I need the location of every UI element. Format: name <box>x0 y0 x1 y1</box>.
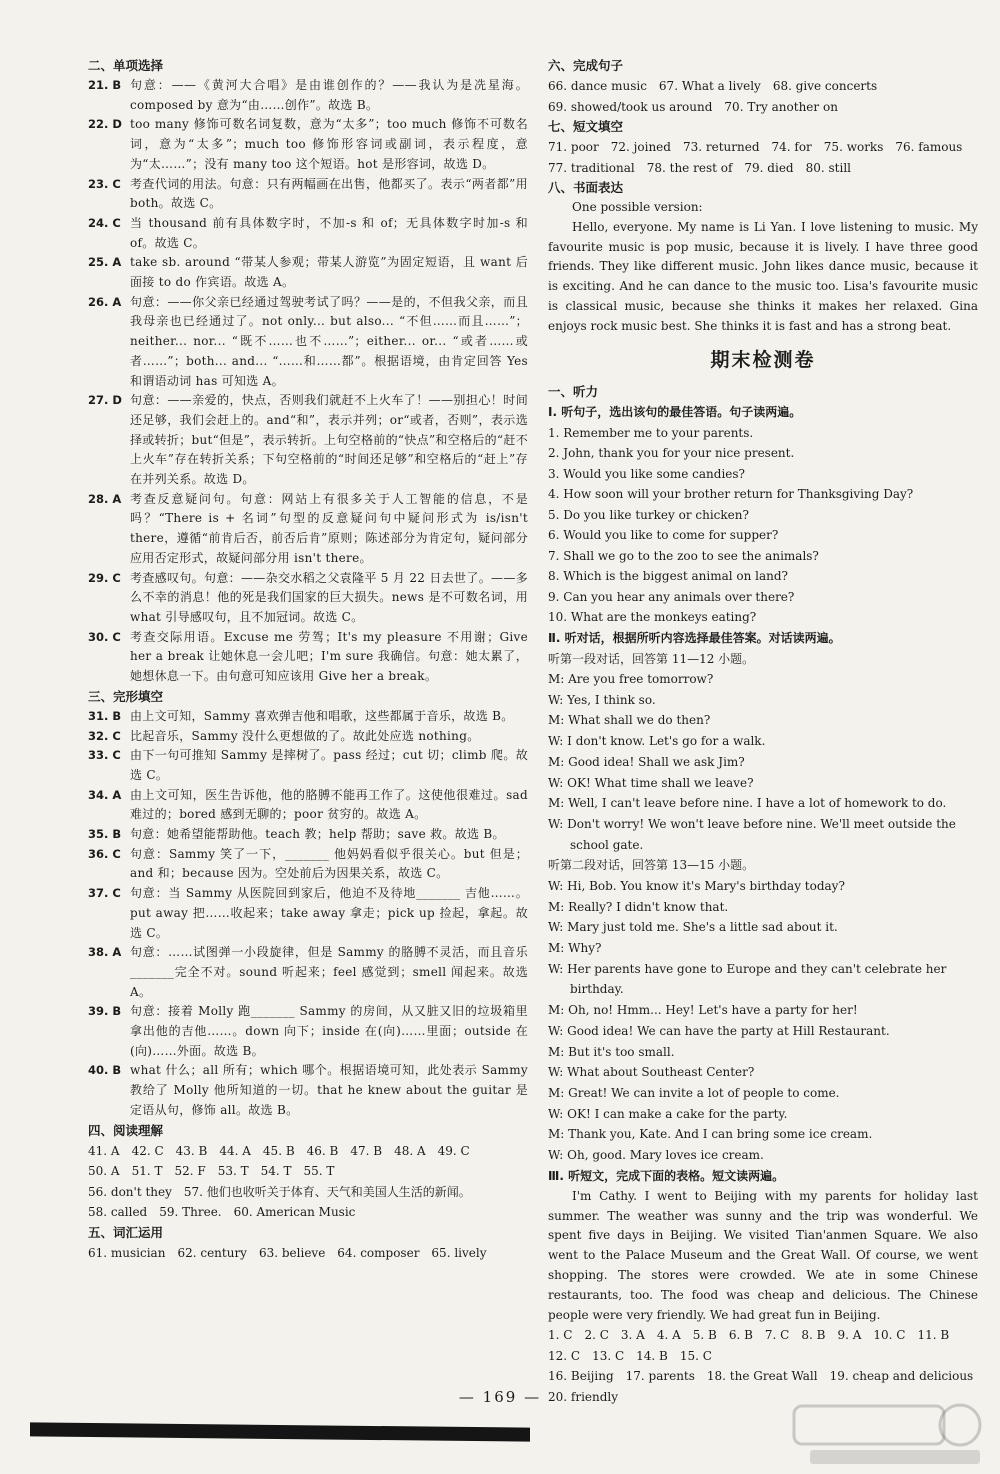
dialogue-line: M: What shall we do then? <box>548 713 711 728</box>
dialogue-line: M: Well, I can't leave before nine. I have a lot of homework to do. <box>548 796 947 811</box>
answer-number: 36. C <box>88 846 121 861</box>
left-column <box>88 56 528 1263</box>
dialogue-line: W: Don't worry! We won't leave before nine. We'll meet outside the school gate. <box>548 817 956 852</box>
answer-explanation: 比起音乐，Sammy 没什么更想做的了。故此处应选 nothing。 <box>130 728 480 743</box>
answer-explanation: 当 thousand 前有具体数字时，不加-s 和 of；无具体数字时加-s 和 of。故选 C。 <box>130 215 528 250</box>
answer-line: 8. Which is the biggest animal on land? <box>548 569 788 584</box>
dialogue-line: M: Oh, no! Hmm... Hey! Let's have a party for her! <box>548 1003 858 1018</box>
dialogue-line: W: What about Southeast Center? <box>548 1065 755 1080</box>
answer-line: 10. What are the monkeys eating? <box>548 610 757 625</box>
answer-explanation: 句意：——亲爱的，快点，否则我们就赶不上火车了！——别担心！时间还足够，我们会赶上的。and“和”，表示并列；or“或者，否则”，表示选择或转折；but“但是”，表示转折。上句空格前的“快点”和空格后的“赶不上火车”存在转折关系；下句空格前的“时间还足够”和空格后的“赶上”存在并列关系。故选 D。 <box>130 393 528 487</box>
answer-explanation: 句意：……试图弹一小段旋律，但是 Sammy 的胳膊不灵活，而且音乐_______完全不对。sound 听起来；feel 感觉到；smell 闻起来。故选 A。 <box>130 945 528 999</box>
dialogue-line: W: I don't know. Let's go for a walk. <box>548 734 766 749</box>
answer-line: 2. John, thank you for your nice present. <box>548 446 795 461</box>
exam-title: 期末检测卷 <box>710 348 816 371</box>
answer-explanation: 句意：——你父亲已经通过驾驶考试了吗？——是的，不但我父亲，而且我母亲也已经通过了。not only... but also... “不但……而且……”；neither... nor... “既不……也不……”；either... or... “或者……或者……”；both... and... “……和……都”。根据语境，由肯定回答 Yes 和谓语动词 has 可知选 A。 <box>130 294 528 388</box>
answer-number: 37. C <box>88 886 121 901</box>
answer-explanation: 句意：她希望能帮助他。teach 教；help 帮助；save 救。故选 B。 <box>130 827 505 842</box>
answer-number: 27. D <box>88 393 122 408</box>
answer-number: 25. A <box>88 255 122 270</box>
answer-entry <box>88 214 528 253</box>
section-heading: 二、单项选择 <box>88 58 164 73</box>
answer-line: 66. dance music 67. What a lively 68. give concerts <box>548 79 878 93</box>
answer-explanation: 考查交际用语。Excuse me 劳驾；It's my pleasure 不用谢；Give her a break 让她休息一会儿吧；I'm sure 我确信。句意：她太累了，她想休息一下。由句意可知应该用 Give her a break。 <box>130 629 528 684</box>
subsection-heading: Ⅱ. 听对话，根据所听内容选择最佳答案。对话读两遍。 <box>548 630 841 645</box>
dialogue-line: W: Yes, I think so. <box>548 692 656 707</box>
right-column <box>548 56 978 1407</box>
answer-entry <box>88 391 528 490</box>
answer-line: 50. A 51. T 52. F 53. T 54. T 55. T <box>88 1164 335 1179</box>
answer-line: 41. A 42. C 43. B 44. A 45. B 46. B 47. B 48. A 49. C <box>88 1143 470 1158</box>
answer-number: 30. C <box>88 629 121 644</box>
scan-edge-bar <box>30 1422 530 1441</box>
answer-entry <box>88 628 528 687</box>
answer-entry <box>88 1002 528 1061</box>
answer-entry <box>88 845 528 884</box>
answer-explanation: 句意：接着 Molly 跑_______ Sammy 的房间，从又脏又旧的垃圾箱里拿出他的吉他……。down 向下；inside 在(向)……里面；outside 在(向)……外面。故选 B。 <box>130 1004 528 1058</box>
dialogue-line: W: Mary just told me. She's a little sad about it. <box>548 920 838 935</box>
dialogue-line: M: But it's too small. <box>548 1044 675 1059</box>
answer-line: 9. Can you hear any animals over there? <box>548 589 795 604</box>
answer-number: 23. C <box>88 176 121 191</box>
section-heading: 六、完成句子 <box>548 58 624 73</box>
watermark-logo <box>790 1400 990 1470</box>
answer-line: 听第二段对话，回答第 13—15 小题。 <box>548 858 755 873</box>
answer-line: 58. called 59. Three. 60. American Music <box>88 1205 356 1220</box>
paragraph: Hello, everyone. My name is Li Yan. I love listening to music. My favourite music is pop music, because it is lively. I have three good friends. They like different music. John likes dance music, because it is exciting. And he can dance to the music too. Lisa's favourite music is classical music, because she thinks it makes her relaxed. Gina enjoys rock music best. She thinks it is fast and has a strong beat. <box>548 219 978 333</box>
answer-line: 71. poor 72. joined 73. returned 74. for 75. works 76. famous <box>548 140 963 154</box>
answer-line: 3. Would you like some candies? <box>548 466 745 481</box>
answer-line: 56. don't they 57. 他们也收听关于体育、天气和美国人生活的新闻。 <box>88 1184 471 1199</box>
dialogue-line: W: OK! I can make a cake for the party. <box>548 1106 788 1121</box>
answer-line: 69. showed/took us around 70. Try another on <box>548 99 838 114</box>
answer-number: 32. C <box>88 728 121 743</box>
answer-explanation: what 什么；all 所有；which 哪个。根据语境可知，此处表示 Sammy 教给了 Molly 他所知道的一切。that he knew about the guitar 是定语从句，修饰 all。故选 B。 <box>130 1063 528 1117</box>
answer-entry <box>88 175 528 214</box>
watermark-logo-icon <box>790 1400 990 1470</box>
answer-entry <box>88 746 528 785</box>
answer-line: 听第一段对话，回答第 11—12 小题。 <box>548 651 755 666</box>
answer-entry <box>88 293 528 392</box>
page-number: — 169 — <box>458 1388 542 1406</box>
answer-explanation: 考查感叹句。句意：——杂交水稻之父袁隆平 5 月 22 日去世了。——多么不幸的消息！他的死是我们国家的巨大损失。news 是不可数名词，用 what 引导感叹句，且不加冠词。故选 C。 <box>130 570 528 624</box>
section-heading: 四、阅读理解 <box>88 1122 164 1138</box>
answer-entry <box>88 115 528 174</box>
answer-line: 7. Shall we go to the zoo to see the animals? <box>548 548 819 563</box>
answer-explanation: too many 修饰可数名词复数，意为“太多”；too much 修饰不可数名词，意为“太多”；much too 修饰形容词或副词，表示程度，意为“太……”；没有 many too 这个短语。hot 是形容词，故选 D。 <box>130 117 528 171</box>
answer-number: 38. A <box>88 945 122 960</box>
dialogue-line: M: Great! We can invite a lot of people to come. <box>548 1085 840 1100</box>
dialogue-line: W: Hi, Bob. You know it's Mary's birthday today? <box>548 878 845 893</box>
section-heading: 五、词汇运用 <box>88 1224 164 1240</box>
answer-line: 16. Beijing 17. parents 18. the Great Wall 19. cheap and delicious <box>548 1369 974 1384</box>
answer-line: 77. traditional 78. the rest of 79. died 80. still <box>548 160 851 175</box>
dialogue-line: M: Good idea! Shall we ask Jim? <box>548 754 745 769</box>
answer-number: 39. B <box>88 1004 122 1019</box>
paragraph: One possible version: <box>572 200 703 214</box>
answer-number: 24. C <box>88 215 121 230</box>
answer-entry <box>88 490 528 569</box>
answer-line: 5. Do you like turkey or chicken? <box>548 507 749 522</box>
answer-number: 31. B <box>88 708 122 723</box>
section-heading: 八、书面表达 <box>548 180 624 195</box>
answer-explanation: 句意：——《黄河大合唱》是由谁创作的？——我认为是冼星海。composed by 意为“由……创作”。故选 B。 <box>130 78 528 112</box>
answer-explanation: 句意：Sammy 笑了一下，_______ 他妈妈看似乎很关心。but 但是；and 和；because 因为。空处前后为因果关系，故选 C。 <box>130 846 528 881</box>
answer-entry <box>88 884 528 943</box>
answer-number: 40. B <box>88 1063 122 1078</box>
paragraph: I'm Cathy. I went to Beijing with my parents for holiday last summer. The weather was sunny and the trip was wonderful. We spent five days in Beijing. We visited Tian'anmen Square. We also went to the Palace Museum and the Great Wall. Of course, we went shopping. The stores were crowded. We ate in some Chinese restaurants, too. The food was cheap and delicious. The Chinese people were very friendly. We had great fun in Beijing. <box>548 1188 978 1322</box>
answer-number: 35. B <box>88 827 122 842</box>
answer-number: 21. B <box>88 78 122 92</box>
answer-line: 61. musician 62. century 63. believe 64. composer 65. lively <box>88 1245 487 1260</box>
answer-entry <box>88 569 528 628</box>
answer-explanation: 考查反意疑问句。句意：网站上有很多关于人工智能的信息，不是吗？“There is + 名词”句型的反意疑问句中疑问形式为 is/isn't there，遵循“前肯后否，前否后肯”原则；陈述部分为肯定句，疑问部分应用否定形式，故疑问部分用 isn't there。 <box>130 491 528 565</box>
answer-entry <box>88 786 528 825</box>
dialogue-line: W: OK! What time shall we leave? <box>548 775 754 790</box>
answer-entry <box>88 707 528 727</box>
answer-number: 22. D <box>88 117 122 132</box>
dialogue-line: M: Are you free tomorrow? <box>548 672 714 687</box>
answer-explanation: 句意：当 Sammy 从医院回到家后，他迫不及待地_______ 吉他……。put away 把……收起来；take away 拿走；pick up 捡起，拿起。故选 C。 <box>130 886 528 940</box>
section-heading: 一、听力 <box>548 383 599 399</box>
dialogue-line: W: Her parents have gone to Europe and they can't celebrate her birthday. <box>548 961 947 997</box>
answer-line: 6. Would you like to come for supper? <box>548 528 779 543</box>
answer-entry <box>88 253 528 292</box>
subsection-heading: Ⅲ. 听短文，完成下面的表格。短文读两遍。 <box>548 1168 785 1183</box>
dialogue-line: M: Really? I didn't know that. <box>548 899 729 914</box>
dialogue-line: W: Good idea! We can have the party at Hill Restaurant. <box>548 1023 890 1038</box>
answer-entry <box>88 825 528 845</box>
answer-line: 1. C 2. C 3. A 4. A 5. B 6. B 7. C 8. B 9. A 10. C 11. B <box>548 1328 950 1343</box>
subsection-heading: Ⅰ. 听句子，选出该句的最佳答语。句子读两遍。 <box>548 404 802 419</box>
answer-number: 28. A <box>88 491 122 506</box>
answer-number: 29. C <box>88 570 121 585</box>
answer-number: 33. C <box>88 748 121 763</box>
answer-explanation: 考查代词的用法。句意：只有两幅画在出售，他都买了。表示“两者都”用 both。故选 C。 <box>130 176 528 211</box>
answer-entry <box>88 727 528 747</box>
dialogue-line: W: Oh, good. Mary loves ice cream. <box>548 1148 764 1163</box>
answer-line: 12. C 13. C 14. B 15. C <box>548 1348 712 1363</box>
dialogue-line: M: Thank you, Kate. And I can bring some ice cream. <box>548 1127 873 1142</box>
answer-line: 4. How soon will your brother return for Thanksgiving Day? <box>548 487 914 502</box>
dialogue-line: M: Why? <box>548 941 602 956</box>
answer-entry <box>88 943 528 1002</box>
answer-explanation: 由上文可知，Sammy 喜欢弹吉他和唱歌，这些都属于音乐，故选 B。 <box>130 708 514 723</box>
section-heading: 三、完形填空 <box>88 688 164 704</box>
answer-entry <box>88 76 528 115</box>
answer-explanation: 由上文可知，医生告诉他，他的胳膊不能再工作了。这使他很难过。sad 难过的；bored 感到无聊的；poor 贫穷的。故选 A。 <box>130 787 528 822</box>
section-heading: 七、短文填空 <box>548 119 624 134</box>
answer-number: 26. A <box>88 294 122 309</box>
answer-explanation: take sb. around “带某人参观；带某人游览”为固定短语，且 want 后面接 to do 作宾语。故选 A。 <box>130 255 528 290</box>
answer-number: 34. A <box>88 787 122 802</box>
answer-explanation: 由下一句可推知 Sammy 是摔树了。pass 经过；cut 切；climb 爬。故选 C。 <box>130 748 528 782</box>
answer-line: 1. Remember me to your parents. <box>548 425 754 440</box>
answer-entry <box>88 1061 528 1120</box>
answer-line: 20. friendly <box>548 1389 619 1404</box>
